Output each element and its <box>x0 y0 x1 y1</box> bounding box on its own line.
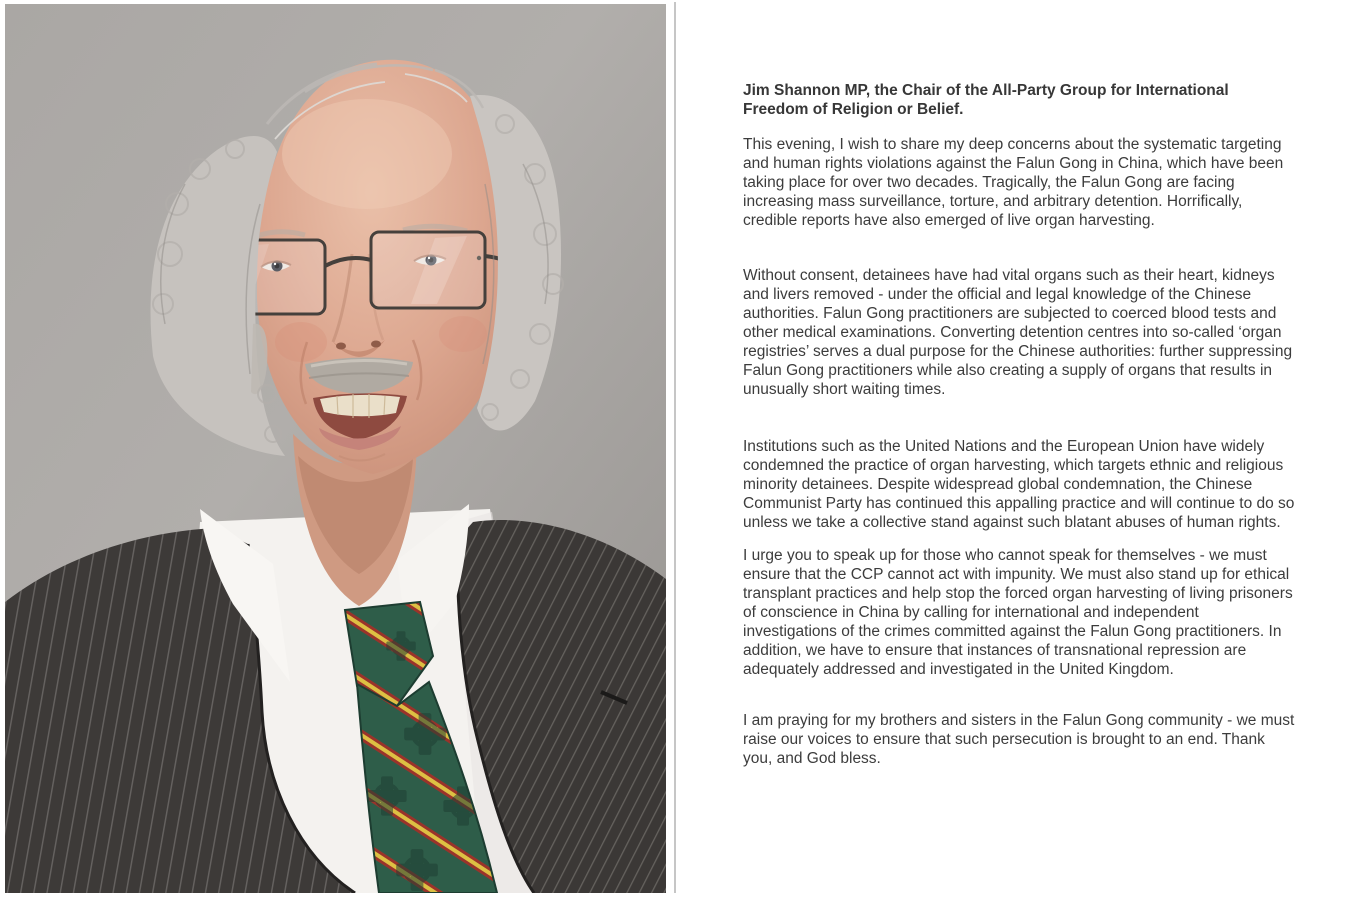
statement-heading: Jim Shannon MP, the Chair of the All-Party Group for International Freedom of Religion or Belief. <box>743 82 1229 118</box>
statement-paragraph: This evening, I wish to share my deep concerns about the systematic targeting and human rights violations against the Falun Gong in China, which have been taking place for over two decades. Tragically, the Falun Gong are facing increasing mass surveillance, torture, and arbitrary detention. Horrifically, credible reports have also emerged of live organ harvesting. <box>743 136 1284 229</box>
statement-paragraph: Without consent, detainees have had vital organs such as their heart, kidneys and livers removed - under the official and legal knowledge of the Chinese authorities. Falun Gong practitioners are subjected to coerced blood tests and other medical examinations. Converting detention centres into so-called ‘organ registries’ serves a dual purpose for the Chinese authorities: further suppressing Falun Gong practitioners while also creating a supply of organs that results in unusually short waiting times. <box>743 267 1293 398</box>
portrait-photo <box>5 4 666 893</box>
statement-panel <box>676 0 1350 900</box>
statement-paragraph: I am praying for my brothers and sisters in the Falun Gong community - we must raise our voices to ensure that such persecution is brought to an end. Thank you, and God bless. <box>743 712 1295 767</box>
statement-paragraph: Institutions such as the United Nations and the European Union have widely condemned the practice of organ harvesting, which targets ethnic and religious minority detainees. Despite widespread global condemnation, the Chinese Communist Party has continued this appalling practice and will continue to do so unless we take a collective stand against such blatant abuses of human rights. <box>743 438 1295 531</box>
portrait-panel <box>0 0 672 900</box>
statement-content <box>743 81 1295 768</box>
statement-paragraph: I urge you to speak up for those who cannot speak for themselves - we must ensure that the CCP cannot act with impunity. We must also stand up for ethical transplant practices and help stop the forced organ harvesting of living prisoners of conscience in China by calling for international and independent investigations of the crimes committed against the Falun Gong practitioners. In addition, we have to ensure that instances of transnational repression are adequately addressed and investigated in the United Kingdom. <box>743 547 1293 678</box>
